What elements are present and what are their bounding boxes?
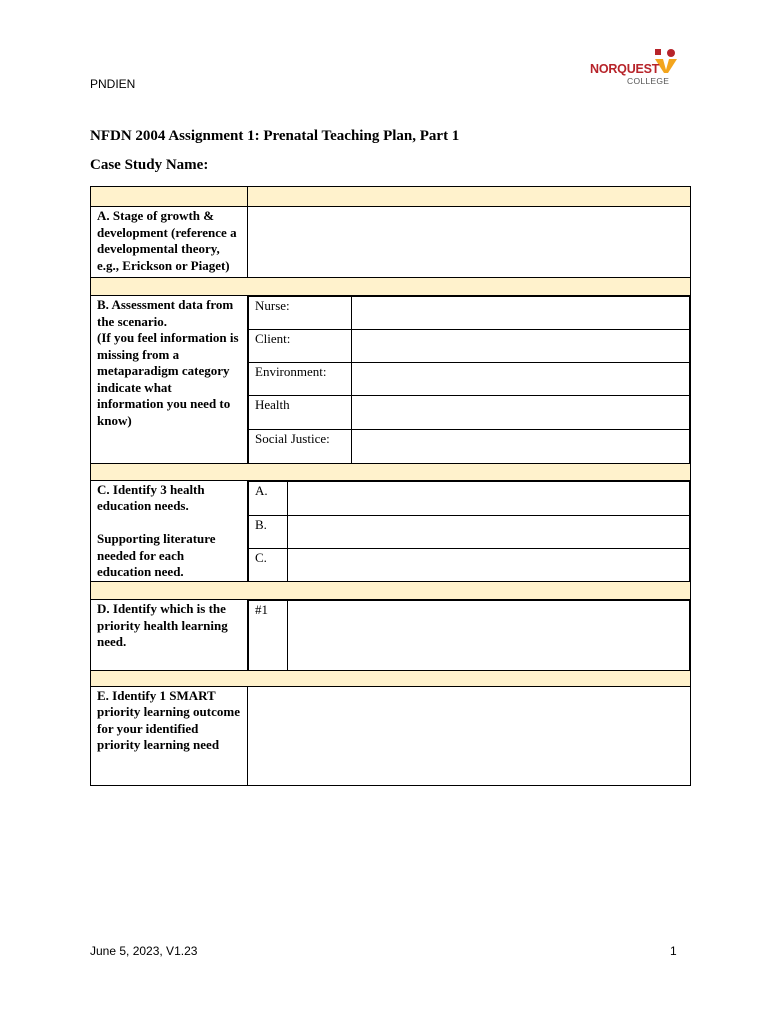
section-b-row [91,296,691,464]
priority-answer-cell[interactable] [288,601,690,670]
need-c-answer-cell[interactable] [288,548,690,581]
health-answer-cell[interactable] [352,396,690,430]
social-justice-label: Social Justice: [249,430,352,463]
section-c-label [91,480,248,582]
shaded-separator-row [91,463,691,480]
need-b-label: B. [249,515,288,548]
header-cell-left [91,187,248,207]
header-cell-right [248,187,691,207]
shaded-separator-row [91,670,691,686]
need-a-label: A. [249,481,288,515]
section-c-row [91,480,691,582]
section-d-subtable [248,600,690,670]
shaded-separator-row [91,187,691,207]
teaching-plan-table [90,186,691,786]
section-e-row [91,686,691,785]
nurse-answer-cell[interactable] [352,297,690,330]
environment-answer-cell[interactable] [352,363,690,396]
shaded-separator-row [91,582,691,600]
priority-number-label: #1 [249,601,288,670]
section-b-label [91,296,248,464]
case-study-name-label: Case Study Name: [90,157,209,173]
nurse-label: Nurse: [249,297,352,330]
section-b-subtable [248,296,690,463]
separator-cell [91,463,691,480]
separator-cell [91,278,691,296]
environment-label: Environment: [249,363,352,396]
section-a-label: A. Stage of growth & development (reference a developmental theory, e.g., Erickson or Piaget) [91,207,248,278]
logo-brand-text: NORQUEST [590,62,660,76]
section-b-subtable-cell [248,296,691,464]
header-left-text: PNDIEN [90,77,136,91]
section-c-label-text: C. Identify 3 health education needs. Supporting literature needed for each education need. [97,481,216,579]
separator-cell [91,670,691,686]
section-d-label: D. Identify which is the priority health learning need. [91,600,248,671]
section-c-subtable [248,481,690,582]
client-label: Client: [249,330,352,363]
footer-date-version: June 5, 2023, V1.23 [90,944,198,958]
separator-cell [91,582,691,600]
page-number: 1 [670,944,677,958]
section-d-row [91,600,691,671]
health-label: Health [249,396,352,430]
need-a-answer-cell[interactable] [288,481,690,515]
section-b-label-text: B. Assessment data from the scenario. (If you feel information is missing from a metaparadigm category indicate what information you need to know) [97,297,239,428]
need-c-label: C. [249,548,288,581]
section-d-subtable-cell [248,600,691,671]
document-title: NFDN 2004 Assignment 1: Prenatal Teaching Plan, Part 1 [90,128,460,144]
section-e-answer-cell[interactable] [248,686,691,785]
section-a-row [91,207,691,278]
section-e-label: E. Identify 1 SMART priority learning outcome for your identified priority learning need [91,686,248,785]
norquest-logo [590,48,680,90]
section-a-answer-cell[interactable] [248,207,691,278]
logo-sub-text: COLLEGE [627,76,670,86]
shaded-separator-row [91,278,691,296]
client-answer-cell[interactable] [352,330,690,363]
need-b-answer-cell[interactable] [288,515,690,548]
social-justice-answer-cell[interactable] [352,430,690,463]
section-c-subtable-cell [248,480,691,582]
